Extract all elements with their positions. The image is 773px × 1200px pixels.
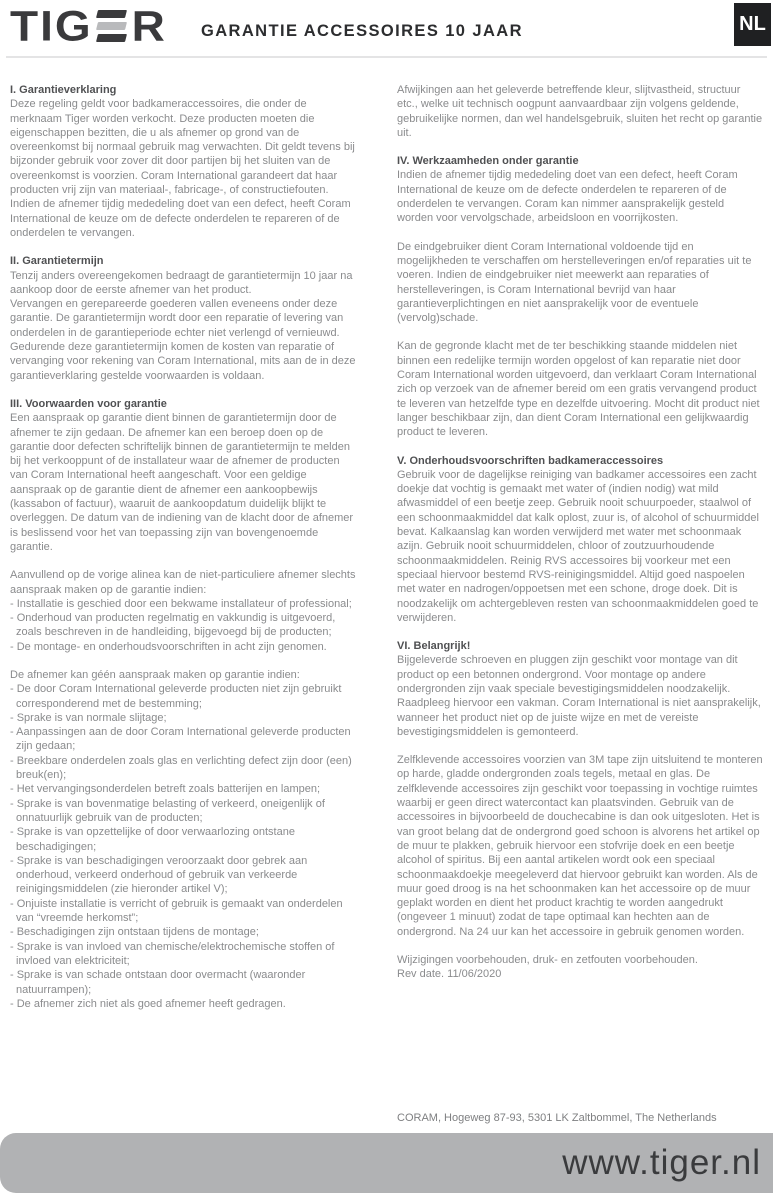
list-item: - Het vervangingsonderdelen betreft zoals batterijen en lampen;	[10, 783, 321, 796]
document-body	[10, 83, 763, 1025]
paragraph: Gebruik voor de dagelijkse reiniging van badkamer accessoires een zacht doekje dat vochtig is gemaakt met water of (indien nodig) wat mild afwasmiddel of een beetje zeep. Gebruik nooit schuurpoeder, staalwol of een schoonmaakmiddel dat kalk oplost, zuur is, of alcohol of schuurmiddel bevat. Kalkaanslag kan worden verwijderd met water met schoonmaak azijn. Gebruik nooit schuurmiddelen, chloor of zoutzuurhoudende schoonmaakmiddelen. Reinig RVS accessoires bij voorkeur met een speciaal hiervoor bestemd RVS-reinigingsmiddel. Altijd goed naspoelen met water en nadrogen/oppoetsen met een schone, droge doek. Dit is noodzakelijk om achtergebleven resten van schoonmaakmiddelen goed te verwijderen.	[397, 468, 759, 624]
section-heading: III. Voorwaarden voor garantie	[10, 397, 167, 410]
paragraph: Tenzij anders overeengekomen bedraagt de garantietermijn 10 jaar na aankoop door de eerste afnemer van het product.	[10, 269, 353, 296]
right-column	[397, 83, 763, 1025]
section-heading: IV. Werkzaamheden onder garantie	[397, 155, 579, 168]
company-address: CORAM, Hogeweg 87-93, 5301 LK Zaltbommel, The Netherlands	[397, 1112, 717, 1124]
list-item: - Sprake is van bovenmatige belasting of verkeerd, oneigenlijk of onnatuurlijk gebruik van de producten;	[10, 797, 325, 824]
logo-text-right: R	[131, 2, 167, 50]
list-intro: De afnemer kan géén aanspraak maken op garantie indien:	[10, 668, 300, 681]
section-werkzaamheden	[397, 154, 763, 225]
logo-e-bar-middle	[96, 22, 127, 30]
paragraph: Afwijkingen aan het geleverde betreffende kleur, slijtvastheid, structuur etc., welke uit technisch oogpunt aanvaardbaar zijn volgens geldende, gebruikelijke normen, dan wel handelsgebruik, sluiten het recht op garantie uit.	[397, 84, 763, 139]
header-divider	[6, 56, 767, 58]
paragraph: Indien de afnemer tijdig mededeling doet van een defect, heeft Coram International de keuze om de defecte onderdelen te repareren of de onderdelen te vervangen. Coram kan nimmer aansprakelijk gesteld worden voor vervolgschade, arbeidsloon en voorrijkosten.	[397, 169, 738, 225]
logo-e-bar-bottom	[96, 34, 127, 42]
section-werkzaamheden-p3	[397, 339, 763, 439]
section-voorwaarden	[10, 397, 357, 554]
paragraph: De eindgebruiker dient Coram International voldoende tijd en mogelijkheden te verschaffen om herstelleveringen en/of reparaties uit te voeren. Indien de eindgebruiker niet meewerkt aan reparaties of herstelleveringen, is Coram International bevrijd van haar garantieverplichtingen en niet aansprakelijk voor de eventuele (vervolg)schade.	[397, 240, 752, 325]
paragraph: Gedurende deze garantietermijn komen de kosten van reparatie of vervanging voor rekening van Coram International, mits aan de in deze garantieverklaring gestelde voorwaarden is voldaan.	[10, 341, 356, 382]
list-item: - Beschadigingen zijn ontstaan tijdens de montage;	[10, 926, 259, 939]
section-heading: II. Garantietermijn	[10, 255, 104, 268]
list-item: - Sprake is van invloed van chemische/elektrochemische stoffen of invloed van elektriciteit;	[10, 940, 335, 967]
section-garantieverklaring	[10, 83, 357, 240]
disclaimer-note: Wijzigingen voorbehouden, druk- en zetfouten voorbehouden.	[397, 954, 698, 967]
language-badge: NL	[734, 3, 771, 46]
section-onderhoudsvoorschriften	[397, 454, 763, 626]
section-belangrijk-p2	[397, 753, 763, 939]
conditions-exclusion-list	[10, 668, 357, 1011]
section-belangrijk	[397, 639, 763, 739]
list-item: - Aanpassingen aan de door Coram International geleverde producten zijn gedaan;	[10, 726, 351, 753]
list-intro: Aanvullend op de vorige alinea kan de niet-particuliere afnemer slechts aanspraak maken op de garantie indien:	[10, 569, 356, 596]
revision-notes	[397, 953, 763, 982]
list-item: - De door Coram International geleverde producten niet zijn gebruikt corresponderend met de bestemming;	[10, 683, 342, 710]
paragraph: Kan de gegronde klacht met de ter beschikking staande middelen niet binnen een redelijke termijn worden opgelost of kan reparatie niet door Coram International worden uitgevoerd, dan verklaart Coram International zich op verzoek van de afnemer bereid om een gratis vervangend product te leveren van hetzelfde type en dezelfde uitvoering. Mocht dit product niet langer beschikbaar zijn, dan dient Coram International een gelijkwaardig product te leveren.	[397, 340, 760, 439]
website-url: www.tiger.nl	[562, 1143, 761, 1182]
paragraph: Vervangen en gerepareerde goederen vallen eveneens onder deze garantie. De garantietermijn wordt door een reparatie of levering van onderdelen in de garantieperiode echter niet verlengd of vernieuwd.	[10, 298, 344, 339]
list-item: - Onderhoud van producten regelmatig en vakkundig is uitgevoerd, zoals beschreven in de handleiding, bijgevoegd bij de producten;	[10, 612, 336, 639]
list-item: - Sprake is van opzettelijke of door verwaarlozing ontstane beschadigingen;	[10, 826, 295, 853]
section-afwijkingen	[397, 83, 763, 140]
list-item: - De montage- en onderhoudsvoorschriften in acht zijn genomen.	[10, 640, 327, 653]
logo-text-left: TIG	[10, 2, 93, 50]
list-item: - Onjuiste installatie is verricht of gebruik is gemaakt van onderdelen van “vreemde herkomst”;	[10, 897, 343, 925]
logo-e-bar-top	[96, 10, 127, 18]
section-werkzaamheden-p2	[397, 240, 763, 326]
paragraph: Een aanspraak op garantie dient binnen de garantietermijn door de afnemer te zijn gedaan. De afnemer kan een beroep doen op de garantie door defecten schriftelijk binnen de garantietermijn te melden bij het verkooppunt of de installateur waar de afnemer de producten van Coram International heeft aangeschaft. Voor een geldige aanspraak op de garantie dient de afnemer een aankoopbewijs (kassabon of factuur), waaruit de aankoopdatum duidelijk blijkt te overleggen. De datum van de indiening van de klacht door de afnemer is beslissend voor het van toepassing zijn van bovengenoemde garantie.	[10, 412, 354, 553]
section-heading: V. Onderhoudsvoorschriften badkameraccessoires	[397, 454, 664, 467]
logo-e-icon	[97, 10, 126, 42]
paragraph: Bijgeleverde schroeven en pluggen zijn geschikt voor montage van dit product op een betonnen ondergrond. Voor montage op andere ondergronden zijn vaak speciale bevestigingsmiddelen noodzakelijk. Raadpleeg hiervoor een vakman. Coram International is niet aansprakelijk, wanneer het product niet op de juiste wijze en met de vereiste bevestigingsmiddelen is gemonteerd.	[397, 654, 761, 738]
list-item: - Installatie is geschied door een bekwame installateur of professional;	[10, 597, 352, 610]
tiger-logo	[10, 4, 167, 48]
conditions-positive-list	[10, 568, 357, 654]
list-item: - Sprake is van schade ontstaan door overmacht (waaronder natuurrampen);	[10, 969, 306, 996]
paragraph: Zelfklevende accessoires voorzien van 3M tape zijn uitsluitend te monteren op harde, gladde ondergronden zoals tegels, metaal en glas. De zelfklevende accessoires zijn geschikt voor toepassing in vochtige ruimtes waarbij er geen direct watercontact kan plaatsvinden. Gebruik van de accessoires in bijvoorbeeld de douchecabine is dan ook uitgesloten. Het is van groot belang dat de ondergrond goed schoon is alvorens het artikel op de muur te plakken, gebruik hiervoor een stofvrije doek en een beetje alcohol of spiritus. Bij een aantal artikelen wordt ook een speciaal schoonmaakdoekje meegeleverd dat hiervoor gebruikt kan worden. Als de muur goed droog is na het schoonmaken kan het accessoire op de muur geplakt worden en dient het product krachtig te worden aangedrukt (ongeveer 1 minuut) zodat de tape optimaal kan hechten aan de ondergrond. Na 24 uur kan het accessoire in gebruik genomen worden.	[397, 754, 763, 938]
section-heading: I. Garantieverklaring	[10, 84, 117, 96]
section-heading: VI. Belangrijk!	[397, 640, 471, 653]
list-item: - Breekbare onderdelen zoals glas en verlichting defect zijn door (een) breuk(en);	[10, 754, 352, 782]
page-title: GARANTIE ACCESSOIRES 10 JAAR	[201, 22, 523, 40]
footer-bar	[0, 1133, 773, 1193]
list-item: - Sprake is van beschadigingen veroorzaakt door gebrek aan onderhoud, verkeerd onderhoud of gebruik van verkeerde reinigingsmiddelen (zie hieronder artikel V);	[10, 854, 308, 896]
paragraph: Deze regeling geldt voor badkameraccessoires, die onder de merknaam Tiger worden verkocht. Deze producten moeten die eigenschappen bezitten, die u als afnemer op grond van de overeenkomst bij normaal gebruik mag verwachten. Dit geldt tevens bij bijzonder gebruik voor zover dit door partijen bij het sluiten van de overeenkomst is voorzien. Coram International garandeert dat haar producten vrij zijn van materiaal-, fabricage-, of constructiefouten. Indien de afnemer tijdig mededeling doet van een defect, heeft Coram International de keuze om de defecte onderdelen te repareren of de onderdelen te vervangen.	[10, 98, 355, 239]
left-column	[10, 83, 357, 1025]
list-item: - De afnemer zich niet als goed afnemer heeft gedragen.	[10, 997, 286, 1010]
list-item: - Sprake is van normale slijtage;	[10, 711, 167, 724]
revision-date: Rev date. 11/06/2020	[397, 968, 502, 981]
section-garantietermijn	[10, 254, 357, 383]
